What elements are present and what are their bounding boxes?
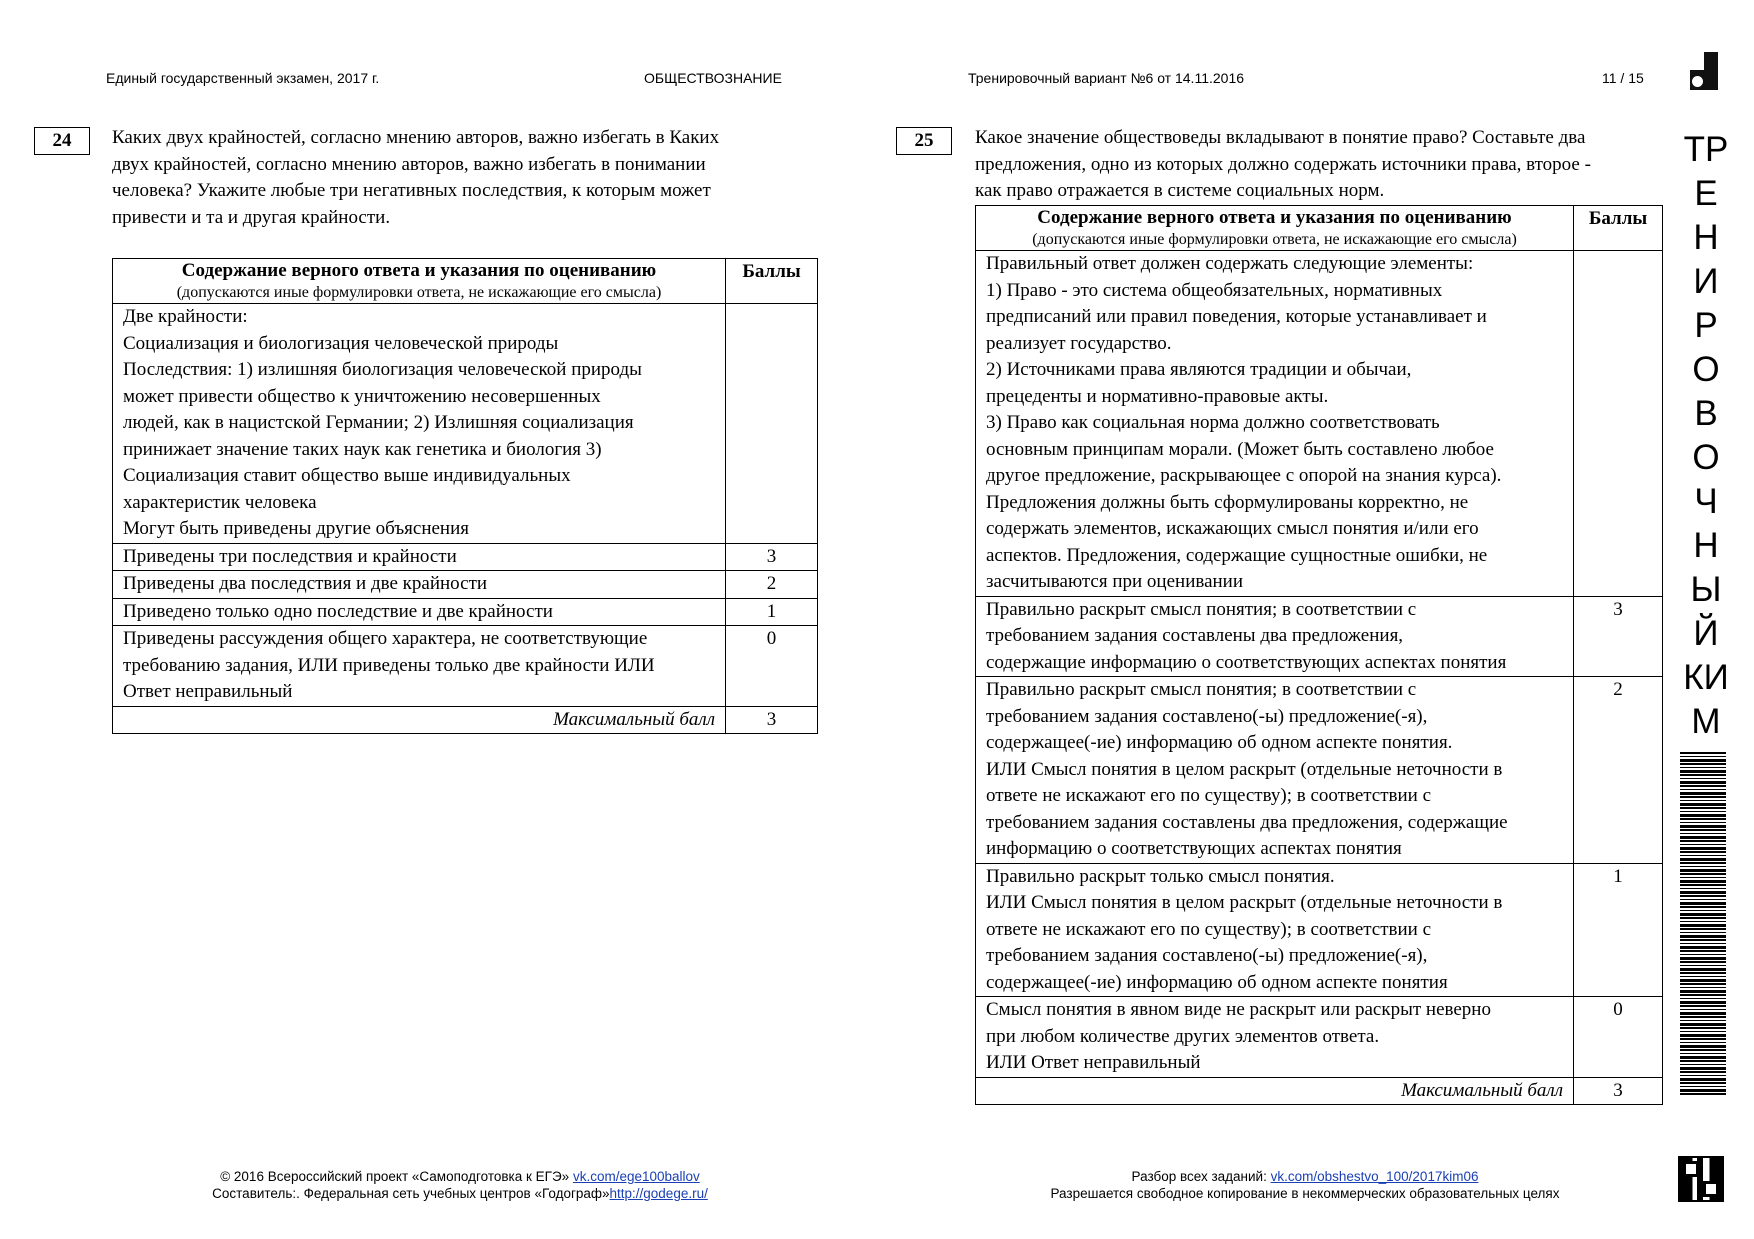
footer-left-line1 (160, 1168, 760, 1185)
question-24-line: Каких двух крайностей, согласно мнению авторов, важно избегать в Каких (112, 127, 720, 148)
answer-row (113, 304, 818, 544)
side-letter: Н (1693, 218, 1719, 257)
side-letter: Ы (1690, 570, 1722, 609)
side-letter: Н (1693, 526, 1719, 565)
points-cell: 0 (1574, 997, 1663, 1078)
criteria-cell (113, 571, 726, 599)
criteria-cell (113, 598, 726, 626)
criteria-line: требованием задания составлены два предложения, (986, 625, 1404, 646)
criteria-line: ИЛИ Смысл понятия в целом раскрыт (отдельные неточности в (986, 892, 1503, 913)
answer-line: Две крайности: (123, 306, 248, 327)
table-row (113, 571, 818, 599)
criteria-line: требованием задания составлены два предложения, содержащие (986, 811, 1508, 833)
content-header: Содержание верного ответа и указания по оцениванию (181, 260, 657, 281)
side-letter: О (1692, 350, 1720, 389)
criteria-line: требованием задания составлено(-ы) предложение(-я), (986, 945, 1428, 966)
footer-copyright: © 2016 Всероссийский проект «Самоподготовка к ЕГЭ» (220, 1169, 573, 1184)
table-row (113, 626, 818, 707)
side-letter: Р (1694, 306, 1718, 345)
header-content-cell (113, 259, 726, 304)
answer-line: Социализация ставит общество выше индивидуальных (123, 465, 571, 486)
question-number-25: 25 (896, 127, 952, 155)
answer-line: реализует государство. (986, 332, 1172, 354)
corner-marker-icon (1690, 52, 1718, 90)
answer-cell (113, 304, 726, 544)
points-cell: 3 (1574, 596, 1663, 677)
footer-left-line2 (160, 1185, 760, 1202)
max-score-value: 3 (726, 706, 818, 734)
footer-link-analysis[interactable]: vk.com/obshestvo_100/2017kim06 (1270, 1169, 1479, 1184)
criteria-line: информацию о соответствующих аспектах понятия (986, 838, 1402, 859)
side-letter: М (1691, 702, 1721, 741)
answer-line: Предложения должны быть сформулированы корректно, не (986, 491, 1469, 513)
footer-right-line1 (1010, 1168, 1600, 1185)
table-header-row (113, 259, 818, 304)
answer-line: содержать элементов, искажающих смысл понятия и/или его (986, 518, 1479, 539)
table-header-row (976, 206, 1663, 251)
question-25-line: предложения, одно из которых должно содержать источники права, второе - (975, 153, 1591, 175)
footer-left (160, 1168, 760, 1202)
criteria-line: ответе не искажают его по существу); в соответствии с (986, 918, 1432, 940)
criteria-line: Приведены рассуждения общего характера, не соответствующие (123, 628, 648, 649)
footer-copy-permission: Разрешается свободное копирование в некоммерческих образовательных целях (1050, 1186, 1560, 1201)
footer-analysis-label: Разбор всех заданий: (1131, 1169, 1271, 1184)
answer-line: 3) Право как социальная норма должно соответствовать (986, 412, 1440, 433)
criteria-cell (976, 997, 1574, 1078)
question-25-text (975, 125, 1665, 205)
table-row (976, 863, 1663, 997)
header-points-cell (726, 259, 818, 304)
header-exam: Единый государственный экзамен, 2017 г. (106, 70, 380, 86)
max-score-label: Максимальный балл (976, 1077, 1574, 1105)
header-variant: Тренировочный вариант №6 от 14.11.2016 (968, 70, 1245, 86)
question-24-line: двух крайностей, согласно мнению авторов, важно избегать в понимании (112, 153, 706, 175)
footer-right (1010, 1168, 1600, 1202)
answer-line: Правильный ответ должен содержать следующие элементы: (986, 253, 1474, 274)
barcode-icon (1680, 752, 1726, 1097)
side-letter: КИ (1683, 658, 1729, 697)
grading-table-24 (112, 258, 818, 734)
points-header: Баллы (742, 261, 801, 282)
answer-line: людей, как в нацистской Германии; 2) Излишняя социализация (123, 412, 634, 433)
answer-line: 2) Источниками права являются традиции и обычаи, (986, 359, 1412, 380)
side-letter: О (1692, 438, 1720, 477)
question-25-line: как право отражается в системе социальных норм. (975, 180, 1385, 201)
answer-line: другое предложение, раскрывающее с опорой на знания курса). (986, 465, 1502, 486)
points-cell: 2 (1574, 677, 1663, 864)
criteria-line: требованию задания, ИЛИ приведены только две крайности ИЛИ (123, 654, 655, 676)
criteria-line: содержащее(-ие) информацию об одном аспекте понятия. (986, 732, 1453, 753)
table-row (976, 596, 1663, 677)
answer-cell (976, 251, 1574, 597)
answer-line: основным принципам морали. (Может быть составлено любое (986, 438, 1494, 460)
header-points-cell (1574, 206, 1663, 251)
question-24-line: привести и та и другая крайности. (112, 206, 391, 228)
criteria-line: Приведены два последствия и две крайности (123, 573, 488, 594)
max-score-row (976, 1077, 1663, 1105)
footer-link-godege[interactable]: http://godege.ru/ (609, 1186, 708, 1201)
header-subject: ОБЩЕСТВОЗНАНИЕ (644, 70, 782, 86)
table-row (976, 997, 1663, 1078)
answer-line: характеристик человека (123, 491, 317, 513)
criteria-line: Правильно раскрыт только смысл понятия. (986, 865, 1335, 887)
answer-line: Последствия: 1) излишняя биологизация человеческой природы (123, 359, 642, 380)
criteria-line: Ответ неправильный (123, 681, 293, 702)
criteria-line: Приведено только одно последствие и две крайности (123, 600, 553, 622)
question-24-text (112, 125, 812, 231)
answer-line: аспектов. Предложения, содержащие сущностные ошибки, не (986, 544, 1488, 566)
question-25-line: Какое значение обществоведы вкладывают в понятие право? Составьте два (975, 127, 1586, 148)
criteria-line: Правильно раскрыт смысл понятия; в соответствии с (986, 679, 1417, 700)
content-header-note: (допускаются иные формулировки ответа, не искажающие его смысла) (1032, 231, 1517, 248)
max-score-value: 3 (1574, 1077, 1663, 1105)
question-number-24: 24 (34, 127, 90, 155)
points-cell: 0 (726, 626, 818, 707)
max-score-label: Максимальный балл (113, 706, 726, 734)
criteria-line: Приведены три последствия и крайности (123, 545, 457, 567)
qr-code-icon (1678, 1156, 1724, 1202)
side-letter: Ч (1694, 482, 1718, 521)
criteria-line: содержащие информацию о соответствующих аспектах понятия (986, 651, 1507, 673)
max-score-row (113, 706, 818, 734)
footer-compiler: Составитель:. Федеральная сеть учебных центров «Годограф» (212, 1186, 610, 1201)
footer-link-vk[interactable]: vk.com/ege100ballov (572, 1169, 700, 1184)
points-cell: 3 (726, 543, 818, 571)
table-row (113, 543, 818, 571)
table-row (976, 677, 1663, 864)
content-header-note: (допускаются иные формулировки ответа, не искажающие его смысла) (176, 284, 662, 301)
answer-line: принижает значение таких наук как генетика и биология 3) (123, 438, 602, 460)
criteria-line: Смысл понятия в явном виде не раскрыт или раскрыт неверно (986, 999, 1491, 1020)
answer-line: предписаний или правил поведения, которые устанавливает и (986, 306, 1487, 327)
criteria-cell (113, 543, 726, 571)
side-letter: Й (1693, 614, 1719, 653)
answer-row (976, 251, 1663, 597)
criteria-line: при любом количестве других элементов ответа. (986, 1025, 1380, 1047)
criteria-line: требованием задания составлено(-ы) предложение(-я), (986, 705, 1428, 727)
side-letter: Е (1694, 174, 1718, 213)
answer-line: 1) Право - это система общеобязательных, нормативных (986, 279, 1443, 301)
criteria-cell (976, 596, 1574, 677)
side-letter: В (1694, 394, 1718, 433)
criteria-line: Правильно раскрыт смысл понятия; в соответствии с (986, 598, 1417, 620)
criteria-cell (976, 677, 1574, 864)
side-letter: И (1693, 262, 1719, 301)
criteria-cell (976, 863, 1574, 997)
criteria-line: ИЛИ Смысл понятия в целом раскрыт (отдельные неточности в (986, 758, 1503, 780)
answer-line: может привести общество к уничтожению несовершенных (123, 385, 601, 407)
header-page-number: 11 / 15 (1602, 70, 1644, 86)
answer-line: Могут быть приведены другие объяснения (123, 518, 470, 539)
answer-line: Социализация и биологизация человеческой природы (123, 332, 559, 354)
side-letter: ТР (1683, 130, 1729, 169)
criteria-line: ИЛИ Ответ неправильный (986, 1052, 1201, 1073)
criteria-line: ответе не искажают его по существу); в соответствии с (986, 785, 1432, 806)
grading-table-25 (975, 205, 1663, 1105)
criteria-cell (113, 626, 726, 707)
question-24-line: человека? Укажите любые три негативных последствия, к которым может (112, 180, 711, 201)
answer-line: засчитываются при оценивании (986, 571, 1244, 592)
table-row (113, 598, 818, 626)
criteria-line: содержащее(-ие) информацию об одном аспекте понятия (986, 971, 1448, 993)
points-cell: 1 (1574, 863, 1663, 997)
side-vertical-watermark (1674, 128, 1738, 744)
answer-line: прецеденты и нормативно-правовые акты. (986, 385, 1329, 407)
header-content-cell (976, 206, 1574, 251)
points-cell: 1 (726, 598, 818, 626)
points-cell: 2 (726, 571, 818, 599)
content-header: Содержание верного ответа и указания по оцениванию (1037, 207, 1512, 228)
points-header: Баллы (1588, 208, 1648, 229)
